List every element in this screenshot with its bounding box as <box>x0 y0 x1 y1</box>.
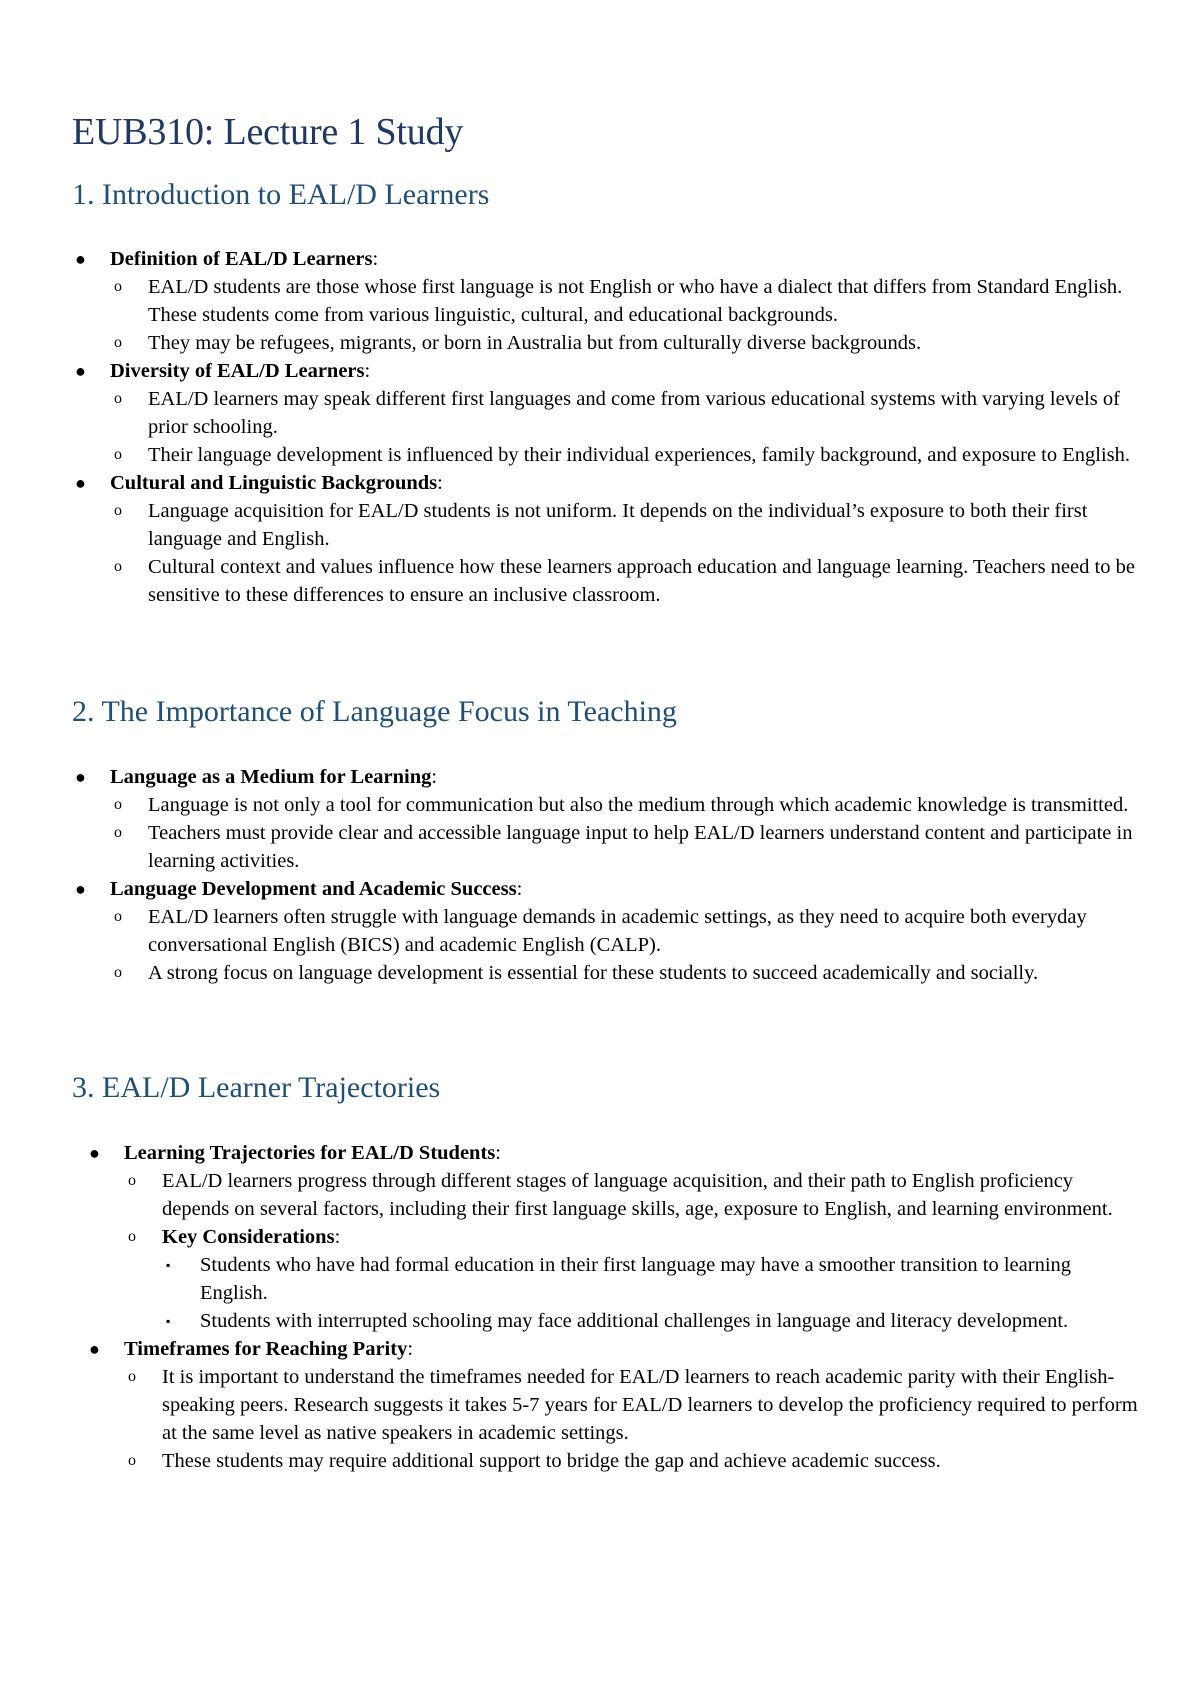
list-item: ● Definition of EAL/D Learners: o EAL/D students are those whose first language is not English or who have a dialect that differs from Standard English. These students come from various linguistic, cultural, and educational backgrounds. o They may be refugees, migrants, or born in Australia but from culturally diverse backgrounds. <box>72 245 1142 357</box>
circle-bullet-icon: o <box>114 278 122 295</box>
sub-list-item <box>110 791 1142 819</box>
bullet-icon: ● <box>75 361 86 381</box>
sub-list-item <box>110 497 1142 553</box>
item-text: EAL/D learners progress through different stages of language acquisition, and their path to English proficiency depends on several factors, including their first language skills, age, exposure to English, and learning environment. <box>162 1170 1113 1220</box>
section-heading-3: 3. EAL/D Learner Trajectories <box>72 1071 441 1104</box>
square-bullet-icon: ▪ <box>166 1258 171 1272</box>
item-text: A strong focus on language development is essential for these students to succeed academically and socially. <box>148 962 1039 984</box>
sub-list-item <box>110 441 1142 469</box>
item-label: Definition of EAL/D Learners <box>110 248 373 270</box>
item-text: Teachers must provide clear and accessible language input to help EAL/D learners understand content and participate in learning activities. <box>148 822 1133 872</box>
item-label: Language Development and Academic Success <box>110 878 517 900</box>
item-text: EAL/D students are those whose first language is not English or who have a dialect that differs from Standard English. These students come from various linguistic, cultural, and educational backgrounds. <box>148 276 1123 326</box>
section-3-list <box>86 1139 1142 1475</box>
bullet-icon: ● <box>75 249 86 269</box>
document-title: EUB310: Lecture 1 Study <box>72 111 464 153</box>
circle-bullet-icon: o <box>128 1452 136 1469</box>
item-label: Cultural and Linguistic Backgrounds <box>110 472 438 494</box>
circle-bullet-icon: o <box>114 446 122 463</box>
sub-sub-list-item <box>162 1251 1142 1307</box>
item-text: Students with interrupted schooling may face additional challenges in language and literacy development. <box>200 1310 1069 1332</box>
item-text: EAL/D learners may speak different first languages and come from various educational systems with varying levels of prior schooling. <box>148 388 1120 438</box>
item-text: Cultural context and values influence how these learners approach education and language learning. Teachers need to be sensitive to these differences to ensure an inclusive classroom. <box>148 556 1135 606</box>
bullet-icon: ● <box>75 473 86 493</box>
sub-list-item <box>110 903 1142 959</box>
circle-bullet-icon: o <box>114 824 122 841</box>
bullet-icon: ● <box>89 1339 100 1359</box>
section-heading-1: 1. Introduction to EAL/D Learners <box>72 178 490 211</box>
item-text: Language acquisition for EAL/D students is not uniform. It depends on the individual’s exposure to both their first language and English. <box>148 500 1088 550</box>
circle-bullet-icon: o <box>128 1172 136 1189</box>
item-text: It is important to understand the timeframes needed for EAL/D learners to reach academic parity with their English-speaking peers. Research suggests it takes 5-7 years for EAL/D learners to develop the proficiency required to perform at the same level as native speakers in academic settings. <box>162 1366 1138 1444</box>
bullet-icon: ● <box>75 879 86 899</box>
item-text: These students may require additional support to bridge the gap and achieve academic success. <box>162 1450 941 1472</box>
circle-bullet-icon: o <box>114 390 122 407</box>
circle-bullet-icon: o <box>114 334 122 351</box>
sub-list-item <box>124 1447 1142 1475</box>
item-text: EAL/D learners often struggle with language demands in academic settings, as they need to acquire both everyday conversational English (BICS) and academic English (CALP). <box>148 906 1087 956</box>
sub-list-item: o Key Considerations: ▪ Students who have had formal education in their first language may have a smoother transition to learning English. ▪ Students with interrupted schooling may face additional challenges in language and literacy development. <box>124 1223 1142 1335</box>
item-text: Language is not only a tool for communication but also the medium through which academic knowledge is transmitted. <box>148 794 1129 816</box>
list-item: ● Cultural and Linguistic Backgrounds: o Language acquisition for EAL/D students is not uniform. It depends on the individual’s exposure to both their first language and English. o Cultural context and values influence how these learners approach education and language learning. Teachers need to be sensitive to these differences to ensure an inclusive classroom. <box>72 469 1142 609</box>
sub-list-item <box>110 329 1142 357</box>
section-1-list <box>72 245 1142 609</box>
sub-list-item <box>110 553 1142 609</box>
list-item: ● Diversity of EAL/D Learners: o EAL/D learners may speak different first languages and come from various educational systems with varying levels of prior schooling. o Their language development is influenced by their individual experiences, family background, and exposure to English. <box>72 357 1142 469</box>
item-label: Timeframes for Reaching Parity <box>124 1338 408 1360</box>
sub-list-item <box>110 959 1142 987</box>
circle-bullet-icon: o <box>114 796 122 813</box>
sub-list-item <box>124 1363 1142 1447</box>
sub-list-item <box>124 1167 1142 1223</box>
section-heading-2: 2. The Importance of Language Focus in Teaching <box>72 695 677 728</box>
circle-bullet-icon: o <box>114 964 122 981</box>
square-bullet-icon: ▪ <box>166 1314 171 1328</box>
bullet-icon: ● <box>89 1143 100 1163</box>
circle-bullet-icon: o <box>114 908 122 925</box>
item-label: Language as a Medium for Learning <box>110 766 432 788</box>
item-text: They may be refugees, migrants, or born in Australia but from culturally diverse backgrounds. <box>148 332 922 354</box>
item-text: Their language development is influenced by their individual experiences, family background, and exposure to English. <box>148 444 1130 466</box>
sub-list-item <box>110 273 1142 329</box>
list-item: ● Language Development and Academic Success: o EAL/D learners often struggle with language demands in academic settings, as they need to acquire both everyday conversational English (BICS) and academic English (CALP). o A strong focus on language development is essential for these students to succeed academically and socially. <box>72 875 1142 987</box>
list-item: ● Learning Trajectories for EAL/D Students: o EAL/D learners progress through different stages of language acquisition, and their path to English proficiency depends on several factors, including their first language skills, age, exposure to English, and learning environment. o Key Considerations: ▪ Students who have had formal education in their first language may have a smoother transition to learning English. ▪ Students with interrupted schooling may face additional challenges in language and literacy development. <box>86 1139 1142 1335</box>
list-item: ● Timeframes for Reaching Parity: o It is important to understand the timeframes needed for EAL/D learners to reach academic parity with their English-speaking peers. Research suggests it takes 5-7 years for EAL/D learners to develop the proficiency required to perform at the same level as native speakers in academic settings. o These students may require additional support to bridge the gap and achieve academic success. <box>86 1335 1142 1475</box>
item-label: Diversity of EAL/D Learners <box>110 360 365 382</box>
item-text: Students who have had formal education in their first language may have a smoother transition to learning English. <box>200 1254 1072 1304</box>
list-item: ● Language as a Medium for Learning: o Language is not only a tool for communication but also the medium through which academic knowledge is transmitted. o Teachers must provide clear and accessible language input to help EAL/D learners understand content and participate in learning activities. <box>72 763 1142 875</box>
circle-bullet-icon: o <box>128 1228 136 1245</box>
circle-bullet-icon: o <box>128 1368 136 1385</box>
section-2-list <box>72 763 1142 987</box>
sub-sub-list-item <box>162 1307 1142 1335</box>
sub-item-label: Key Considerations <box>162 1226 335 1248</box>
circle-bullet-icon: o <box>114 502 122 519</box>
circle-bullet-icon: o <box>114 558 122 575</box>
item-label: Learning Trajectories for EAL/D Students <box>124 1142 496 1164</box>
sub-list-item <box>110 819 1142 875</box>
sub-list-item <box>110 385 1142 441</box>
bullet-icon: ● <box>75 767 86 787</box>
